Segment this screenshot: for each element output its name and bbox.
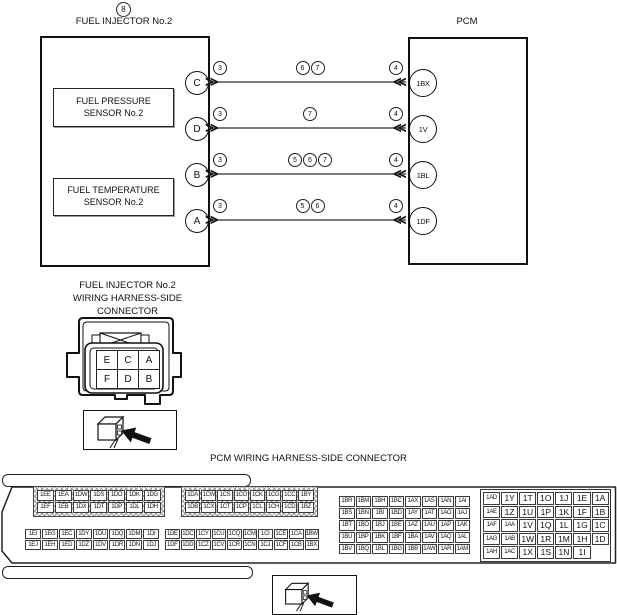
pcm-pin-grid (185, 490, 314, 513)
pcm-pin-1BR: 1BR (339, 496, 355, 507)
wire-note-badge: 4 (389, 199, 403, 213)
pcm-pin-1BB: 1BB (405, 544, 421, 555)
pcm-pin-1AV: 1AV (422, 532, 438, 543)
pin-row (483, 506, 609, 519)
pcm-pin-1AX: 1AX (405, 496, 421, 507)
injector-box-title: FUEL INJECTOR No.2 (75, 16, 173, 27)
pcm-pin-1AL: 1AL (455, 532, 471, 543)
pcm-pin-1BP: 1BP (356, 532, 372, 543)
pcm-pin-1EA: 1EA (55, 490, 72, 501)
pcm-pin-1BW: 1BW (305, 530, 318, 537)
pcm-pin-1DY: 1DY (76, 529, 92, 539)
wire-line (207, 81, 406, 83)
wire-note-badge: 4 (389, 61, 403, 75)
pcm-pin-1CI: 1CI (258, 529, 273, 539)
pcm-pin-1AQ: 1AQ (438, 532, 454, 543)
pcm-pin-1W: 1W (519, 533, 536, 546)
sensor-label-line: FUEL PRESSURE (76, 95, 151, 106)
pcm-pin-1CF: 1CF (274, 540, 289, 550)
pcm-pin-1CM: 1CM (243, 530, 256, 537)
pcm-box-title: PCM (456, 16, 478, 27)
pcm-pin-1M: 1M (555, 533, 572, 546)
connector-arrow-icon (84, 411, 176, 449)
pcm-pin-1CB: 1CB (290, 541, 302, 548)
pcm-pin-1DT: 1DT (90, 502, 107, 513)
pcm-pin-1BO: 1BO (356, 520, 372, 531)
wire-note-group (268, 107, 352, 119)
pcm-pin-1CY: 1CY (197, 530, 209, 537)
wire-note-badge: 6 (303, 153, 317, 167)
pin-row (483, 519, 609, 532)
pcm-pin-1AT: 1AT (422, 508, 438, 519)
wire-note-badge: 5 (296, 199, 310, 213)
wire-note-badge: 6 (296, 61, 310, 75)
pcm-pin-1BH: 1BH (372, 496, 388, 507)
pcm-pin-1DC: 1DC (182, 530, 194, 537)
pcm-pin-1E: 1E (573, 492, 590, 505)
pcm-pin-1AN: 1AN (438, 496, 454, 507)
pcm-pin-1S: 1S (537, 546, 554, 559)
inline-connector-icon: ≪ (393, 120, 406, 135)
title-line: WIRING HARNESS-SIDE (72, 293, 183, 304)
pin-block-bordered (480, 489, 611, 562)
wire-note-badge: 7 (318, 153, 332, 167)
pcm-pin-grid (339, 496, 470, 554)
pin-row (37, 490, 161, 501)
wire-note-badge: 4 (389, 107, 403, 121)
connector-pin-C: C (117, 350, 139, 370)
pcm-pin-1CX: 1CX (201, 502, 216, 513)
connector-direction-icon (83, 410, 177, 450)
pcm-pin-1AC: 1AC (501, 546, 518, 559)
sensor-label-line: SENSOR No.2 (83, 107, 144, 118)
wires (0, 0, 617, 280)
pcm-pin-1CZ: 1CZ (196, 540, 211, 550)
pcm-pin-1CC: 1CC (282, 490, 297, 501)
wire-line (207, 219, 406, 221)
pin-row (185, 502, 314, 513)
injector-connector-title (50, 279, 205, 318)
pcm-pin-1BN: 1BN (356, 508, 372, 519)
pcm-pin-1AM: 1AM (455, 544, 471, 555)
connector-terminal-B: B (185, 163, 209, 187)
pcm-pin-1ED: 1ED (59, 540, 75, 550)
pcm-pin-1H: 1H (573, 533, 590, 546)
pcm-pin-1DJ: 1DJ (143, 540, 159, 550)
wire-line (207, 173, 406, 175)
pcm-pin-1EG: 1EG (42, 529, 58, 539)
pin-row (339, 532, 470, 543)
pcm-pin-1CL: 1CL (250, 502, 265, 513)
pcm-pin-1P: 1P (537, 506, 554, 519)
pin-row (25, 529, 159, 539)
wire-note-badge: 6 (311, 199, 325, 213)
pcm-pin-1DE: 1DE (166, 530, 178, 537)
pcm-pin-1CS: 1CS (217, 490, 232, 501)
pcm-pin-1BS: 1BS (339, 508, 355, 519)
pcm-pin-1EF: 1EF (37, 502, 54, 513)
pcm-pin-1CD: 1CD (282, 502, 297, 513)
pin-row (25, 540, 159, 550)
pcm-pin-1BM: 1BM (356, 496, 372, 507)
pcm-pin-grid (165, 529, 319, 550)
pin-block-hatched (181, 486, 318, 517)
pcm-pin-1V: 1V (519, 519, 536, 532)
pcm-pin-1CP: 1CP (234, 502, 249, 513)
pcm-pin-1CO: 1CO (234, 490, 249, 501)
pcm-pin-1AJ: 1AJ (455, 508, 471, 519)
pcm-pin-1AP: 1AP (438, 520, 454, 531)
pcm-pin-1T: 1T (519, 492, 536, 505)
pcm-pin-1AY: 1AY (405, 508, 421, 519)
pin-row (339, 544, 470, 555)
pcm-pin-1DN: 1DN (126, 540, 142, 550)
pcm-pin-1AH: 1AH (483, 546, 500, 559)
pcm-pin-1BF: 1BF (389, 532, 405, 543)
pin-row (165, 540, 319, 550)
pcm-pin-1EJ: 1EJ (25, 540, 41, 550)
pcm-pin-1DI: 1DI (143, 529, 159, 539)
wire-note-badge: 7 (311, 61, 325, 75)
connector-pin-A: A (138, 350, 160, 370)
pcm-terminal-1DF: 1DF (409, 207, 437, 235)
inline-connector-icon: ≪ (393, 74, 406, 89)
pcm-pin-1DL: 1DL (126, 502, 143, 513)
pcm-pin-1AS: 1AS (422, 496, 438, 507)
pcm-pin-1CJ: 1CJ (258, 540, 273, 550)
pcm-pin-1AK: 1AK (455, 520, 471, 531)
pcm-pin-1O: 1O (537, 492, 554, 505)
pcm-pin-1DR: 1DR (109, 540, 125, 550)
pcm-pin-1DA: 1DA (185, 490, 200, 501)
inline-connector-icon: ≫ (205, 120, 218, 135)
wire-note-badge: 3 (213, 199, 227, 213)
pcm-pin-1EH: 1EH (42, 540, 58, 550)
pcm-connector-rail-bottom (2, 566, 253, 579)
pcm-pin-1CK: 1CK (250, 490, 265, 501)
pcm-pin-1EI: 1EI (25, 529, 41, 539)
connector-pin-D: D (117, 369, 139, 389)
pcm-pin-1BJ: 1BJ (372, 520, 388, 531)
sensor-label-line: FUEL TEMPERATURE (67, 185, 160, 196)
pcm-pin-1DQ: 1DQ (109, 529, 125, 539)
pcm-pin-1CV: 1CV (213, 541, 225, 548)
pcm-terminal-1BX: 1BX (409, 69, 437, 97)
wire-note-badge: 3 (213, 107, 227, 121)
pcm-pin-1Z: 1Z (501, 506, 518, 519)
wire-note-group (268, 61, 352, 73)
connector-terminal-A: A (185, 209, 209, 233)
pcm-pin-1EB: 1EB (55, 502, 72, 513)
pcm-pin-1J: 1J (555, 492, 572, 505)
inline-connector-icon: ≫ (205, 74, 218, 89)
pcm-pin-1BD: 1BD (389, 508, 405, 519)
pcm-pin-1AO: 1AO (438, 508, 454, 519)
pcm-terminal-1BL: 1BL (409, 161, 437, 189)
pcm-pin-1DK: 1DK (126, 490, 143, 501)
pcm-pin-1CA: 1CA (290, 530, 302, 537)
pcm-pin-1DB: 1DB (185, 502, 200, 513)
pcm-pin-1DO: 1DO (108, 490, 125, 501)
pcm-pin-1BL: 1BL (372, 544, 388, 555)
pcm-pin-1BG: 1BG (389, 544, 405, 555)
connector-pin-B: B (138, 369, 160, 389)
pin-row (165, 529, 319, 539)
pcm-pin-1DZ: 1DZ (76, 540, 92, 550)
pcm-pin-1EC: 1EC (59, 529, 75, 539)
pcm-pin-1I: 1I (573, 546, 590, 559)
pin-row (339, 520, 470, 531)
pcm-pin-1DP: 1DP (108, 502, 125, 513)
pcm-pin-1AR: 1AR (438, 544, 454, 555)
inline-connector-icon: ≫ (205, 166, 218, 181)
wire-note-badge: 4 (389, 153, 403, 167)
pcm-pin-1BC: 1BC (389, 496, 405, 507)
pcm-pin-1BY: 1BY (298, 490, 313, 501)
pin-block-hatched (33, 486, 165, 517)
pcm-pin-1AE: 1AE (483, 506, 500, 519)
pcm-pin-1B: 1B (592, 506, 609, 519)
pcm-pin-1BV: 1BV (339, 544, 355, 555)
pcm-pin-1BZ: 1BZ (298, 502, 313, 513)
connector-pin-E: E (96, 350, 118, 370)
pcm-pin-1DU: 1DU (93, 529, 109, 539)
pcm-pin-1Y: 1Y (501, 492, 518, 505)
pcm-pin-grid (483, 492, 609, 559)
pcm-pin-1K: 1K (555, 506, 572, 519)
pin-row (483, 492, 609, 505)
pcm-pin-1AB: 1AB (501, 533, 518, 546)
pcm-pin-1BI: 1BI (372, 508, 388, 519)
pcm-pin-1AI: 1AI (455, 496, 471, 507)
wire-line (207, 127, 406, 129)
pcm-pin-1R: 1R (537, 533, 554, 546)
pcm-pin-1X: 1X (519, 546, 536, 559)
wire-note-badge: 3 (213, 153, 227, 167)
connector-terminal-D: D (185, 117, 209, 141)
pcm-pin-1DM: 1DM (126, 529, 142, 539)
injector-pin-grid (97, 351, 160, 389)
sensor-label-line: SENSOR No.2 (83, 197, 144, 207)
pcm-pin-1DV: 1DV (93, 540, 109, 550)
connector-pin-row (97, 370, 160, 389)
title-line: FUEL INJECTOR No.2 (79, 280, 176, 291)
connector-pin-F: F (96, 369, 118, 389)
pcm-pin-1BE: 1BE (389, 520, 405, 531)
pin-row (185, 490, 314, 501)
pcm-pin-1CN: 1CN (244, 541, 256, 548)
pcm-pin-1BU: 1BU (339, 532, 355, 543)
pcm-pin-1CW: 1CW (201, 490, 216, 501)
title-line: CONNECTOR (96, 306, 159, 317)
pcm-pin-1DD: 1DD (182, 541, 194, 548)
connector-direction-icon (272, 575, 357, 615)
pcm-terminal-1V: 1V (409, 115, 437, 143)
pcm-pin-1C: 1C (592, 519, 609, 532)
pcm-pin-1EE: 1EE (37, 490, 54, 501)
pcm-pin-1Q: 1Q (537, 519, 554, 532)
pcm-pin-grid (37, 490, 161, 513)
pcm-pin-1BQ: 1BQ (356, 544, 372, 555)
connector-arrow-icon (273, 576, 356, 614)
pcm-pin-1AZ: 1AZ (405, 520, 421, 531)
pcm-pin-1CR: 1CR (228, 541, 240, 548)
pcm-pin-1DS: 1DS (90, 490, 107, 501)
inline-connector-icon: ≪ (393, 166, 406, 181)
pcm-pin-1BT: 1BT (339, 520, 355, 531)
pcm-pin-1AA: 1AA (501, 519, 518, 532)
pcm-pin-1AU: 1AU (422, 520, 438, 531)
wire-note-badge: 3 (213, 61, 227, 75)
pcm-pin-1DH: 1DH (144, 502, 161, 513)
pcm-pin-1L: 1L (555, 519, 572, 532)
wire-note-badge: 5 (288, 153, 302, 167)
pcm-pin-1BA: 1BA (405, 532, 421, 543)
pin-row (37, 502, 161, 513)
inline-connector-icon: ≪ (393, 212, 406, 227)
pin-row (483, 546, 609, 559)
pcm-pin-1BK: 1BK (372, 532, 388, 543)
pcm-pin-1DX: 1DX (73, 502, 90, 513)
inline-connector-icon: ≫ (205, 212, 218, 227)
pcm-pin-grid (25, 529, 159, 550)
pcm-pin-1CT: 1CT (217, 502, 232, 513)
pcm-pin-1CU: 1CU (213, 530, 225, 537)
pcm-pin-1CE: 1CE (275, 530, 287, 537)
wire-note-badge: 7 (303, 107, 317, 121)
pcm-pin-1AD: 1AD (483, 492, 500, 505)
connector-terminal-C: C (185, 71, 209, 95)
wire-note-group (268, 199, 352, 211)
pin-row (339, 496, 470, 507)
pcm-pin-1N: 1N (555, 546, 572, 559)
pcm-pin-1BX: 1BX (305, 540, 320, 550)
pcm-pin-1F: 1F (573, 506, 590, 519)
pcm-pin-1DG: 1DG (144, 490, 161, 501)
pcm-pin-1DW: 1DW (73, 490, 90, 501)
pcm-pin-1U: 1U (519, 506, 536, 519)
wire-note-group (268, 153, 352, 165)
pcm-pin-1AF: 1AF (483, 519, 500, 532)
pcm-pin-1CQ: 1CQ (228, 530, 240, 537)
pcm-pin-1D: 1D (592, 533, 609, 546)
pcm-connector-title: PCM WIRING HARNESS-SIDE CONNECTOR (210, 453, 407, 464)
pin-row (483, 533, 609, 546)
pcm-pin-1CG: 1CG (266, 490, 281, 501)
pcm-pin-1AW: 1AW (422, 544, 438, 555)
pcm-pin-1A: 1A (592, 492, 609, 505)
callout-badge: 8 (116, 2, 131, 17)
pcm-pin-1DF: 1DF (165, 540, 180, 550)
connector-pin-row (97, 351, 160, 370)
pin-row (339, 508, 470, 519)
pcm-pin-1CH: 1CH (266, 502, 281, 513)
pcm-pin-1G: 1G (573, 519, 590, 532)
pcm-pin-1AG: 1AG (483, 533, 500, 546)
